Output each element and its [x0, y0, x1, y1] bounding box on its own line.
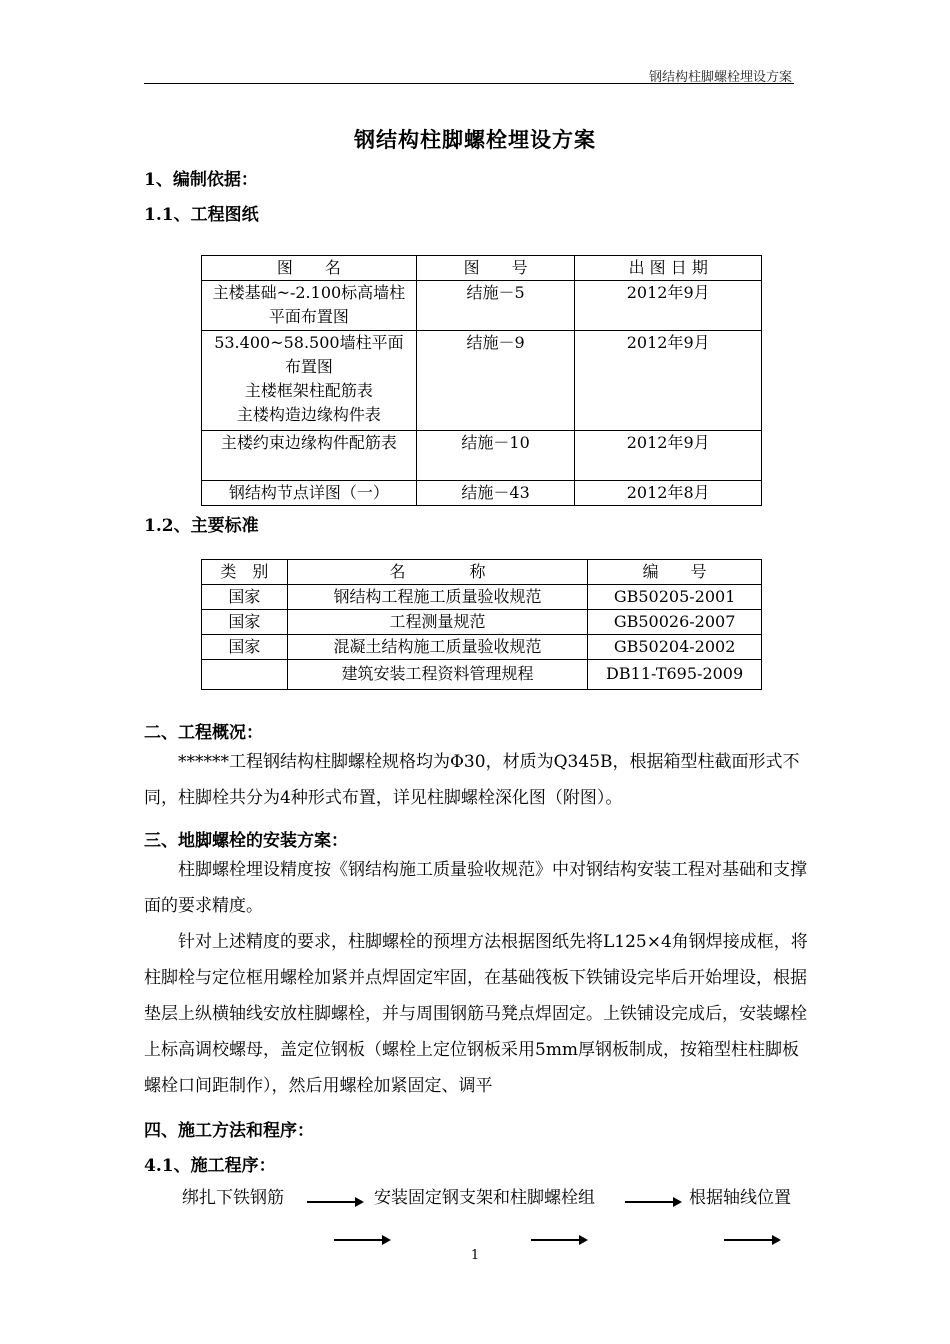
drawing-number: 结施－43 — [416, 481, 575, 506]
standard-category — [202, 660, 288, 690]
column-header: 类 别 — [202, 560, 288, 585]
section1-sub2-heading: 1.2、主要标准 — [144, 516, 259, 536]
drawing-name: 53.400~58.500墙柱平面布置图 主楼框架柱配筋表 主楼构造边缘构件表 — [202, 331, 417, 431]
standards-table — [201, 559, 762, 690]
table-row — [202, 331, 762, 431]
arrow-right-icon — [307, 1201, 362, 1203]
section2-paragraph: ******工程钢结构柱脚螺栓规格均为Φ30，材质为Q345B，根据箱型柱截面形式不同，柱脚栓共分为4种形式布置，详见柱脚螺栓深化图（附图）。 — [144, 752, 800, 808]
table-row — [202, 281, 762, 331]
table-header-row — [202, 560, 762, 585]
drawing-date: 2012年8月 — [575, 481, 762, 506]
header-rule — [144, 83, 794, 84]
standard-code: GB50204-2002 — [588, 635, 762, 660]
standard-code: DB11-T695-2009 — [588, 660, 762, 690]
standard-name: 建筑安装工程资料管理规程 — [287, 660, 587, 690]
section3-heading: 三、地脚螺栓的安装方案： — [144, 831, 348, 851]
section4-heading: 四、施工方法和程序： — [144, 1121, 314, 1141]
arrow-right-icon — [625, 1201, 680, 1203]
table-row — [202, 635, 762, 660]
drawing-date: 2012年9月 — [575, 331, 762, 431]
document-title: 钢结构柱脚螺栓埋设方案 — [354, 127, 596, 152]
drawing-name: 钢结构节点详图（一） — [202, 481, 417, 506]
standard-name: 混凝土结构施工质量验收规范 — [287, 635, 587, 660]
standard-category: 国家 — [202, 585, 288, 610]
section4-sub1-heading: 4.1、施工程序： — [144, 1156, 276, 1176]
column-header: 图 号 — [416, 256, 575, 281]
flow-step: 根据轴线位置 — [689, 1188, 791, 1208]
table-row — [202, 431, 762, 481]
section2-heading: 二、工程概况： — [144, 723, 263, 743]
drawing-date: 2012年9月 — [575, 281, 762, 331]
drawing-name: 主楼约束边缘构件配筋表 — [202, 431, 417, 481]
table-row — [202, 660, 762, 690]
drawings-table — [201, 255, 762, 506]
flow-step: 绑扎下铁钢筋 — [182, 1188, 284, 1208]
section1-sub1-heading: 1.1、工程图纸 — [144, 205, 259, 225]
standard-category: 国家 — [202, 610, 288, 635]
page-number: 1 — [470, 1248, 480, 1263]
arrow-right-icon — [531, 1239, 586, 1241]
column-header: 出 图 日 期 — [575, 256, 762, 281]
standard-code: GB50205-2001 — [588, 585, 762, 610]
standard-name: 工程测量规范 — [287, 610, 587, 635]
drawing-number: 结施－5 — [416, 281, 575, 331]
running-header: 钢结构柱脚螺栓埋设方案 — [648, 70, 792, 85]
table-row — [202, 610, 762, 635]
table-row — [202, 481, 762, 506]
drawing-date: 2012年9月 — [575, 431, 762, 481]
standard-category: 国家 — [202, 635, 288, 660]
section3-paragraph2: 针对上述精度的要求，柱脚螺栓的预埋方法根据图纸先将L125×4角钢焊接成框，将柱脚栓与定位框用螺栓加紧并点焊固定牢固，在基础筏板下铁铺设完毕后开始埋设，根据垫层上纵横轴线安放柱脚螺栓，并与周围钢筋马凳点焊固定。上铁铺设完成后，安装螺栓上标高调校螺母，盖定位钢板（螺栓上定位钢板采用5mm厚钢板制成，按箱型柱柱脚板螺栓口间距制作），然后用螺栓加紧固定、调平 — [144, 932, 808, 1096]
drawing-number: 结施－10 — [416, 431, 575, 481]
column-header: 编 号 — [588, 560, 762, 585]
table-header-row — [202, 256, 762, 281]
arrow-right-icon — [334, 1239, 389, 1241]
arrow-right-icon — [724, 1239, 779, 1241]
section1-heading: 1、编制依据： — [144, 170, 258, 190]
column-header: 名 称 — [287, 560, 587, 585]
flow-step: 安装固定钢支架和柱脚螺栓组 — [374, 1188, 595, 1208]
column-header: 图 名 — [202, 256, 417, 281]
standard-name: 钢结构工程施工质量验收规范 — [287, 585, 587, 610]
section3-paragraph1: 柱脚螺栓埋设精度按《钢结构施工质量验收规范》中对钢结构安装工程对基础和支撑面的要求精度。 — [144, 860, 807, 916]
standard-code: GB50026-2007 — [588, 610, 762, 635]
table-row — [202, 585, 762, 610]
drawing-number: 结施－9 — [416, 331, 575, 431]
drawing-name: 主楼基础~-2.100标高墙柱平面布置图 — [202, 281, 417, 331]
